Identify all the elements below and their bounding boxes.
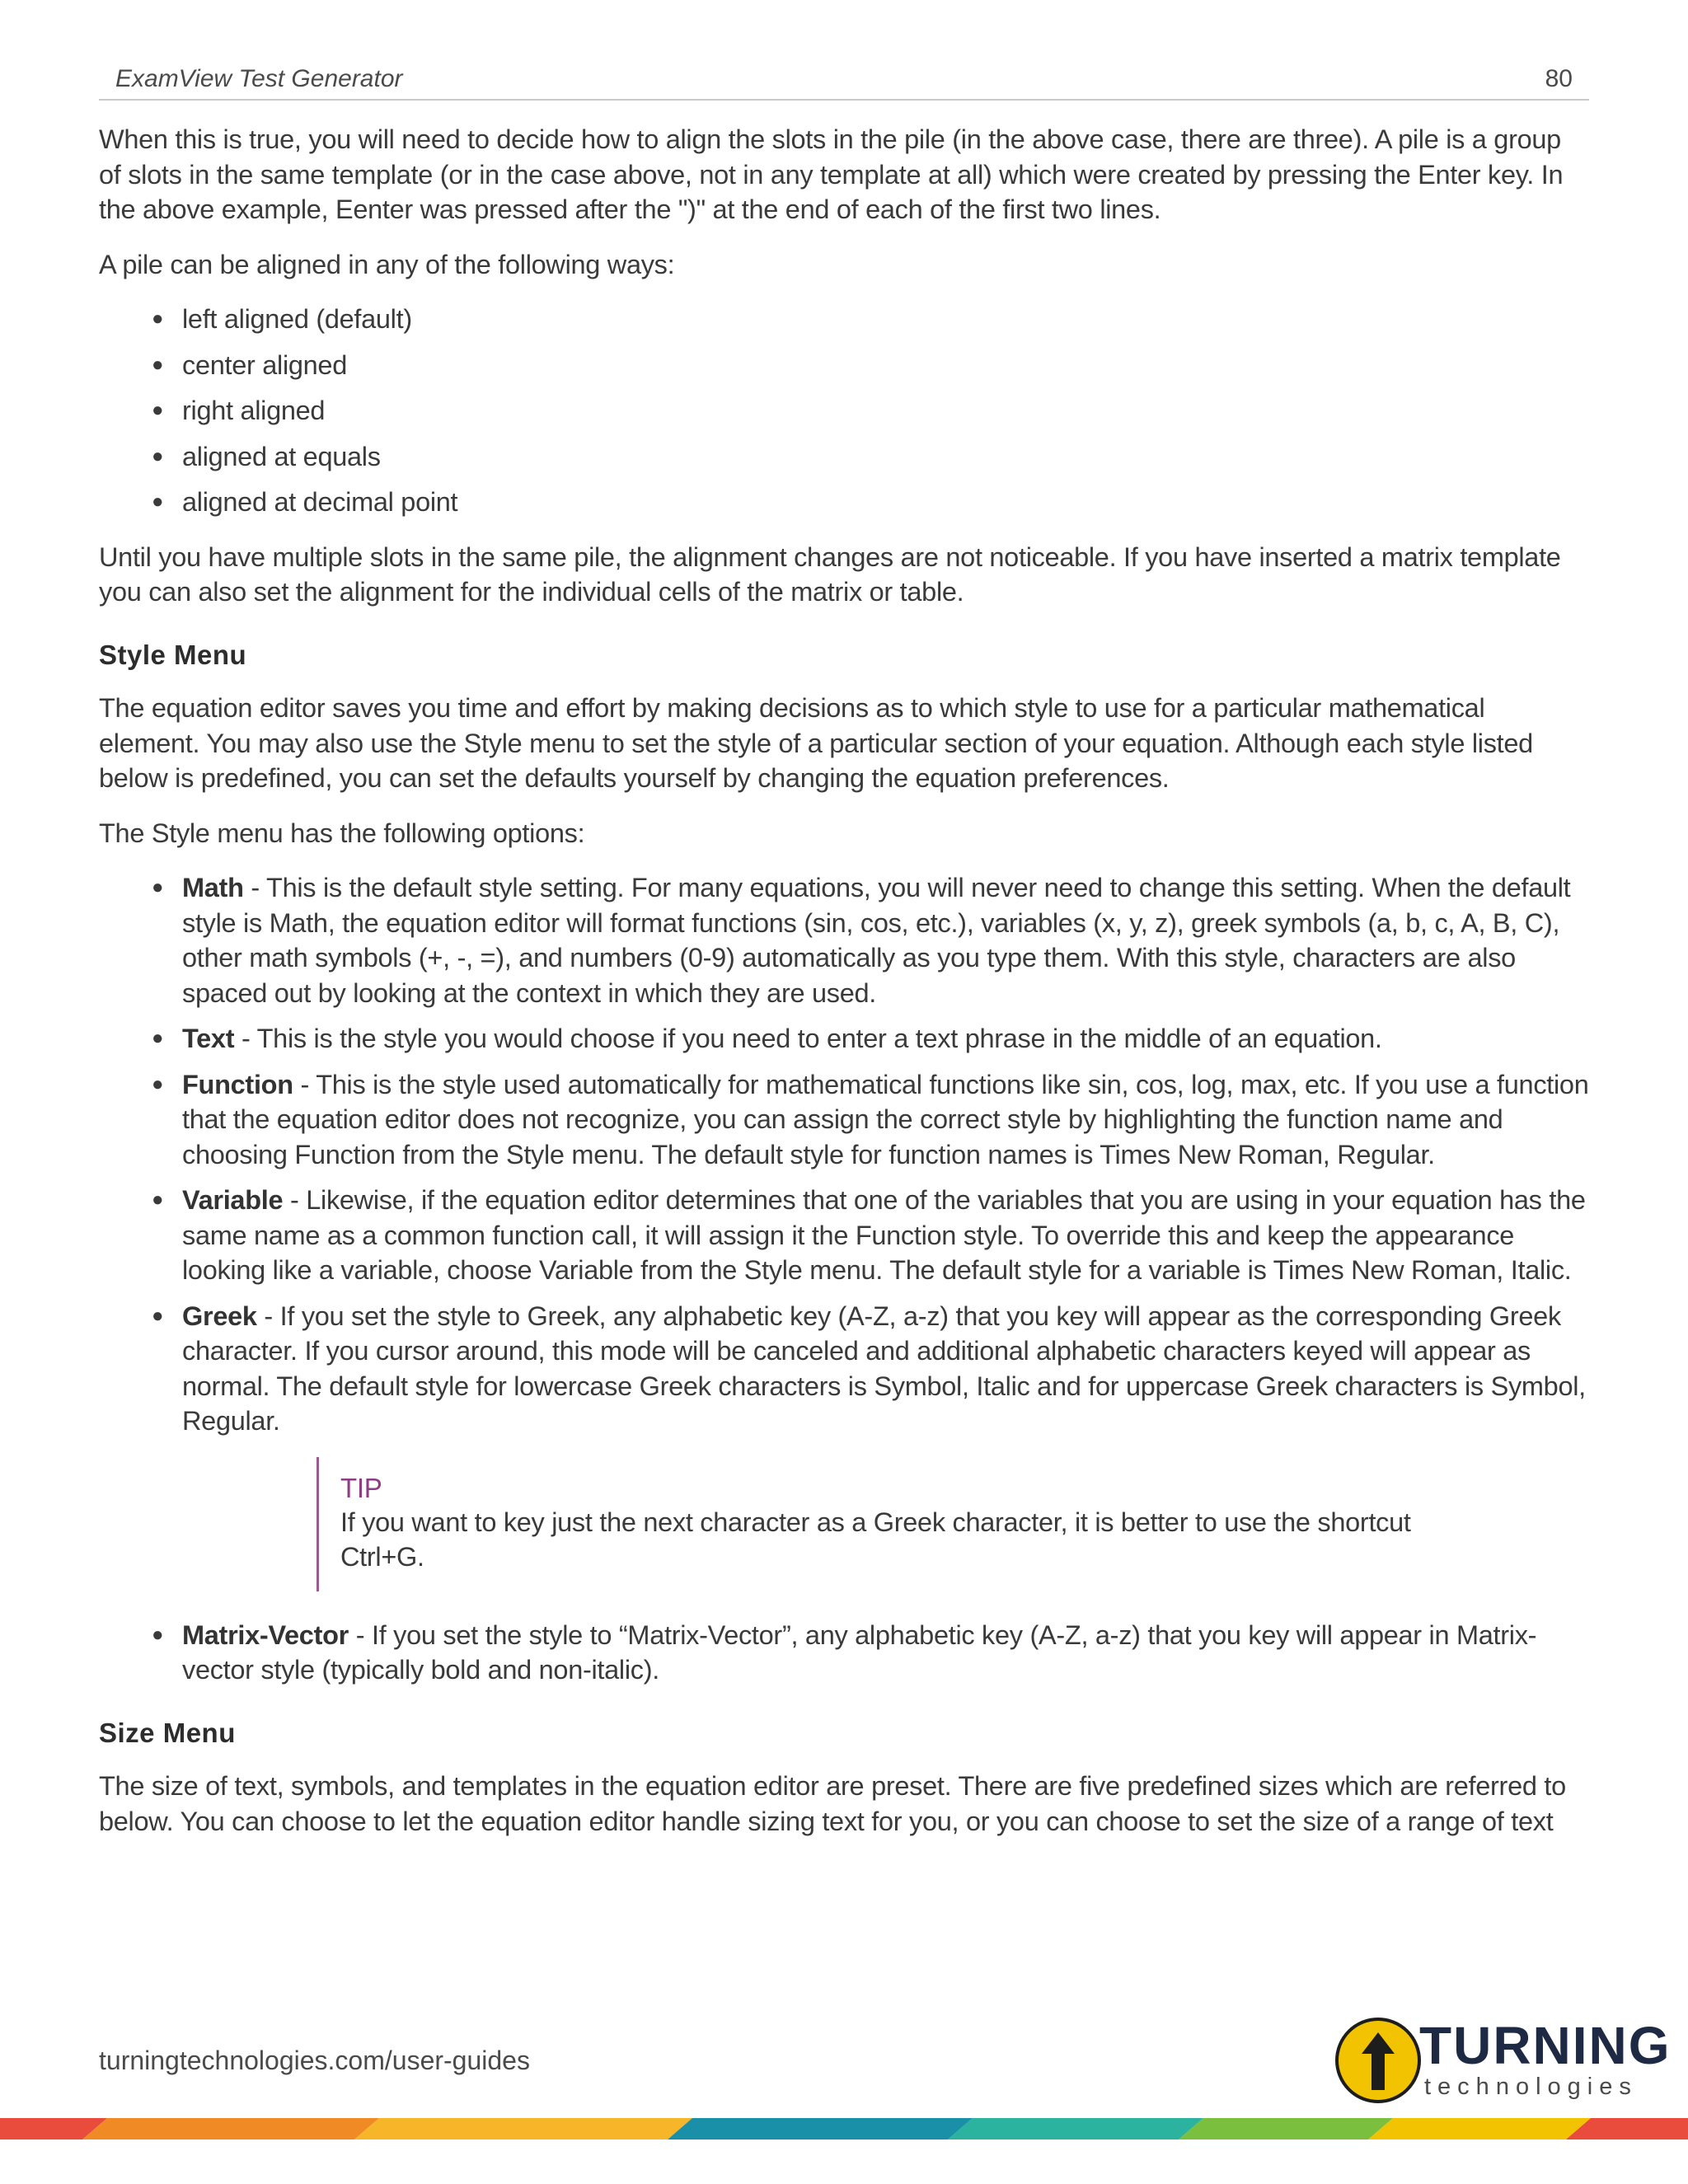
- style-description: - If you set the style to Greek, any alphabetic key (A-Z, a-z) that you key will appear as the corresponding Greek character. If you cursor around, this mode will be canceled and additional alphabetic characters keyed will appear as normal. The default style for lowercase Greek characters is Symbol, Italic and for uppercase Greek characters is Symbol, Regular.: [182, 1301, 1586, 1436]
- bullet-icon: ●: [152, 1188, 164, 1211]
- list-item: [99, 1021, 1589, 1057]
- style-options-list: [99, 870, 1589, 1439]
- list-item: [99, 870, 1589, 1010]
- tip-callout: [316, 1457, 1445, 1591]
- list-item: [99, 1067, 1589, 1173]
- bullet-icon: ●: [152, 444, 164, 467]
- list-item: [99, 348, 1589, 383]
- style-description: - This is the style used automatically for mathematical functions like sin, cos, log, max, etc. If you use a function that the equation editor does not recognize, you can assign the correct style by highlighting the function name and choosing Function from the Style menu. The default style for function names is Times New Roman, Regular.: [182, 1069, 1589, 1169]
- bullet-icon: ●: [152, 1623, 164, 1646]
- style-menu-heading: Style Menu: [99, 639, 247, 670]
- list-item: [99, 1618, 1589, 1688]
- bullet-icon: ●: [152, 1027, 164, 1049]
- tip-text: If you want to key just the next character as a Greek character, it is better to use the shortcut Ctrl+G.: [340, 1507, 1411, 1572]
- logo-subtitle: technologies: [1424, 2074, 1638, 2100]
- bullet-icon: ●: [152, 1072, 164, 1095]
- tip-title: TIP: [340, 1472, 382, 1503]
- intro-paragraph-1: When this is true, you will need to decide how to align the slots in the pile (in the above case, there are three). A pile is a group of slots in the same template (or in the case above, not in any template at all) which were created by pressing the Enter key. In the above example, Eenter was pressed after the ")" at the end of each of the first two lines.: [99, 124, 1564, 224]
- logo-wordmark: TURNING: [1419, 2016, 1672, 2075]
- list-item-text: left aligned (default): [182, 304, 412, 334]
- list-item-text: aligned at decimal point: [182, 487, 458, 517]
- list-item: [99, 302, 1589, 337]
- bullet-icon: ●: [152, 353, 164, 376]
- style-description: - This is the style you would choose if you need to enter a text phrase in the middle of an equation.: [234, 1024, 1382, 1053]
- size-menu-heading: Size Menu: [99, 1717, 236, 1748]
- bullet-icon: ●: [152, 1304, 164, 1327]
- list-item: [99, 1299, 1589, 1439]
- list-item: [99, 485, 1589, 520]
- list-item-text: center aligned: [182, 349, 347, 380]
- bullet-icon: ●: [152, 490, 164, 513]
- style-term: Greek: [182, 1301, 257, 1331]
- style-term: Function: [182, 1069, 293, 1099]
- intro-paragraph-2: A pile can be aligned in any of the following ways:: [99, 249, 675, 279]
- style-menu-paragraph-2: The Style menu has the following options:: [99, 818, 585, 848]
- page-header: [99, 61, 1589, 101]
- style-description: - This is the default style setting. For many equations, you will never need to change this setting. When the default style is Math, the equation editor will format functions (sin, cos, etc.), variables (x, y, z), greek symbols (a, b, c, A, B, C), other math symbols (+, -, =), and numbers (0-9) automatically as you type them. With this style, characters are also spaced out by looking at the context in which they are used.: [182, 873, 1571, 1008]
- style-term: Matrix-Vector: [182, 1619, 349, 1650]
- footer-color-stripe: [0, 2118, 1688, 2139]
- list-item-text: aligned at equals: [182, 441, 381, 471]
- bullet-icon: ●: [152, 399, 164, 421]
- style-description: - Likewise, if the equation editor determines that one of the variables that you are using in your equation has the same name as a common function call, it will assign it the Function style. To override this and keep the appearance looking like a variable, choose Variable from the Style menu. The default style for a variable is Times New Roman, Italic.: [182, 1185, 1586, 1285]
- list-item: [99, 1183, 1589, 1288]
- footer-url-link[interactable]: turningtechnologies.com/user-guides: [99, 2046, 530, 2075]
- style-options-list-continued: [99, 1618, 1589, 1688]
- logo-mark-icon: [1335, 2018, 1421, 2103]
- list-item-text: right aligned: [182, 396, 326, 425]
- turning-technologies-logo: [1335, 2016, 1672, 2108]
- style-description: - If you set the style to “Matrix-Vector”, any alphabetic key (A-Z, a-z) that you key will appear in Matrix-vector style (typically bold and non-italic).: [182, 1619, 1537, 1685]
- alignment-options-list: [99, 302, 1589, 520]
- list-item: [99, 393, 1589, 429]
- style-term: Variable: [182, 1185, 284, 1215]
- header-title: ExamView Test Generator: [115, 65, 403, 92]
- list-item: [99, 439, 1589, 475]
- style-menu-paragraph-1: The equation editor saves you time and effort by making decisions as to which style to use for a particular mathematical element. You may also use the Style menu to set the style of a particular section of your equation. Although each style listed below is predefined, you can set the defaults yourself by changing the equation preferences.: [99, 693, 1533, 793]
- bullet-icon: ●: [152, 876, 164, 898]
- page-number: 80: [1545, 65, 1573, 92]
- style-term: Math: [182, 873, 244, 902]
- bullet-icon: ●: [152, 307, 164, 330]
- size-menu-paragraph-1: The size of text, symbols, and templates in the equation editor are preset. There are five predefined sizes which are referred to below. You can choose to let the equation editor handle sizing text for you, or you can choose to set the size of a range of text: [99, 1771, 1566, 1836]
- style-term: Text: [182, 1024, 235, 1053]
- intro-paragraph-3: Until you have multiple slots in the same pile, the alignment changes are not noticeable. If you have inserted a matrix template you can also set the alignment for the individual cells of the matrix or table.: [99, 541, 1561, 607]
- page-content: [99, 122, 1589, 1858]
